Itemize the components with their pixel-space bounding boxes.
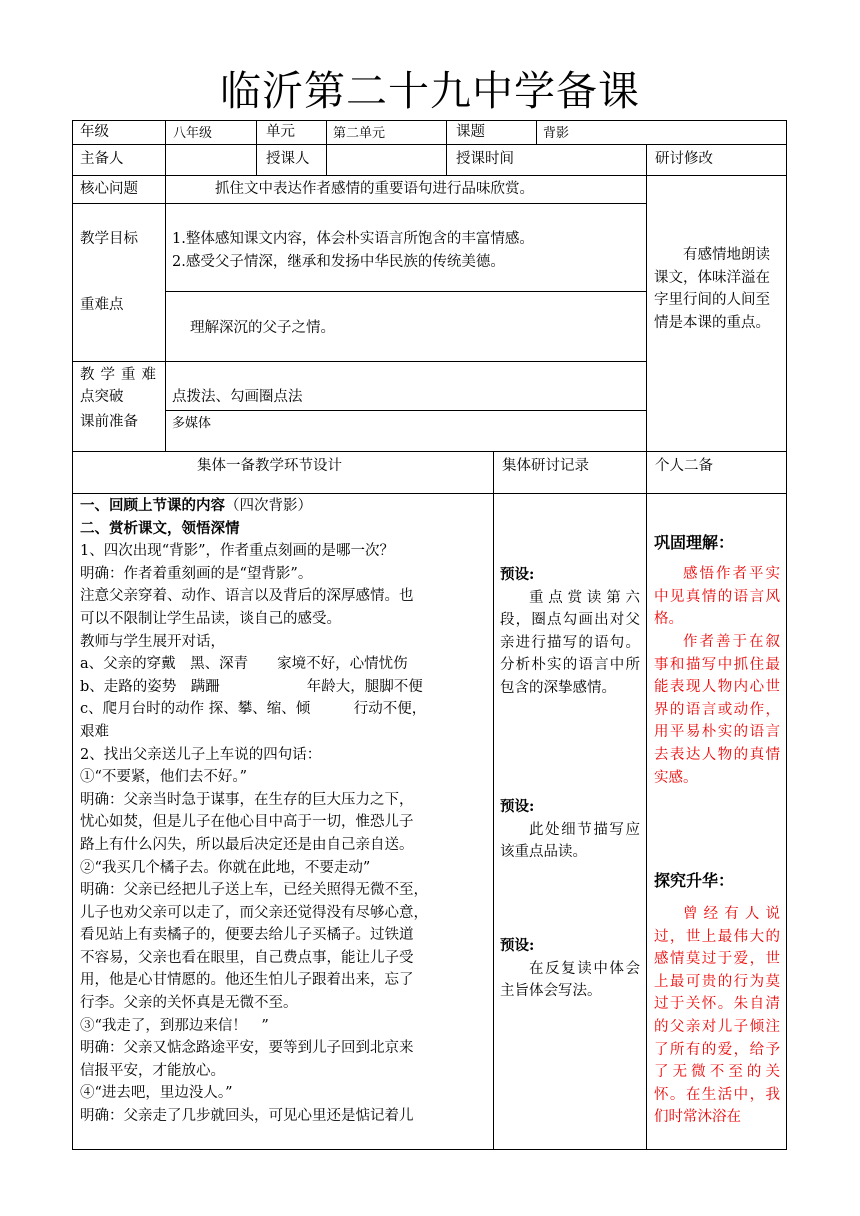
grade-value: 八年级: [173, 126, 213, 141]
goal-item: 2.感受父子情深，继承和发扬中华民族的传统美德。: [172, 254, 505, 270]
teacher-label: 授课人: [266, 151, 310, 167]
design-header: 集体一备教学环节设计: [197, 458, 342, 474]
personal-column: [654, 868, 780, 891]
content-line: 明确：父亲已经把儿子送上车，已经关照得无微不至，: [80, 882, 428, 899]
preparation-value: 多媒体: [172, 416, 212, 431]
record-label: 预设:: [500, 798, 535, 815]
unit-label: 单元: [266, 124, 295, 140]
record-label: 预设:: [500, 937, 535, 954]
record-column: [500, 796, 640, 864]
content-line: 艰难: [80, 723, 109, 740]
record-column: [500, 564, 640, 700]
section-heading: 二、赏析课文，领悟深情: [80, 519, 240, 537]
breakthrough-label-line2: 点突破: [80, 389, 124, 405]
content-line: 1、四次出现“背影”，作者重点刻画的是哪一次？: [80, 543, 395, 560]
content-line: ②“我买几个橘子去。你就在此地，不要走动”: [80, 859, 371, 876]
revise-note: 有感情地朗读课文，体味洋溢在字里行间的人间至情是本课的重点。: [654, 247, 770, 331]
content-line: 看见站上有卖橘子的，便要去给儿子买橘子。过铁道: [80, 927, 414, 944]
record-header: 集体研讨记录: [502, 458, 589, 474]
revise-label: 研讨修改: [655, 151, 713, 167]
content-line: 明确：作者着重刻画的是“望背影”。: [80, 565, 313, 582]
preparer-label: 主备人: [80, 151, 124, 167]
content-line: ③“我走了，到那边来信！ ”: [80, 1017, 269, 1034]
content-line: ④“进去吧，里边没人。”: [80, 1085, 233, 1102]
content-line: 路上有什么闪失，所以最后决定还是由自己亲自送。: [80, 836, 414, 853]
record-text: 此处细节描写应该重点品读。: [500, 821, 640, 861]
grade-label: 年级: [80, 124, 109, 140]
personal-header: 个人二备: [655, 458, 713, 474]
personal-heading: 探究升华：: [654, 871, 735, 890]
core-issue-value: 抓住文中表达作者感情的重要语句进行品味欣赏。: [215, 181, 534, 197]
content-line: 信报平安，才能放心。: [80, 1062, 225, 1079]
record-label: 预设:: [500, 566, 535, 583]
personal-paragraph: 作者善于在叙事和描写中抓住最能表现人物内心世界的语言或动作，用平易朴实的语言去表达人物的真情实感。: [654, 634, 780, 786]
section-heading: 一、回顾上节课的内容: [80, 497, 225, 514]
main-content: [80, 495, 488, 1128]
record-text: 重点赏读第六段，圈点勾画出对父亲进行描写的语句。分析朴实的语言中所包含的深挚感情。: [500, 589, 640, 696]
personal-paragraph: 感悟作者平实中见真情的语言风格。: [654, 566, 780, 628]
record-text: 在反复读中体会主旨体会写法。: [500, 960, 640, 1000]
goal-item: 1.整体感知课文内容，体会朴实语言所饱含的丰富情感。: [172, 231, 534, 247]
core-issue-label: 核心问题: [80, 181, 138, 197]
content-line: c、爬月台时的动作 探、攀、缩、倾 行动不便，: [80, 701, 427, 718]
content-line: 行李。父亲的关怀真是无微不至。: [80, 995, 298, 1012]
content-line: ①“不要紧，他们去不好。”: [80, 769, 248, 786]
content-line: 注意父亲穿着、动作、语言以及背后的深厚感情。也: [80, 588, 414, 605]
difficulty-value: 理解深沉的父子之情。: [190, 320, 335, 336]
record-column: [500, 935, 640, 1003]
personal-column: [654, 530, 780, 553]
content-line: 忧心如焚，但是儿子在他心目中高于一切，惟恐儿子: [80, 814, 414, 831]
class-time-label: 授课时间: [456, 151, 514, 167]
personal-paragraph: 曾经有人说过，世上最伟大的感情莫过于爱，世上最可贵的行为莫过于关怀。朱自清的父亲对儿子倾注了所有的爱，给予了无微不至的关怀。在生活中，我们时常沐浴在: [654, 906, 780, 1126]
goals-label: 教学目标: [80, 231, 138, 247]
breakthrough-value: 点拨法、勾画圈点法: [172, 389, 303, 405]
breakthrough-label: 教学重难: [80, 367, 156, 383]
content-line: 明确：父亲又惦念路途平安，要等到儿子回到北京来: [80, 1040, 414, 1057]
content-line: 用，他是心甘情愿的。他还生怕儿子跟着出来，忘了: [80, 972, 414, 989]
content-line: b、走路的姿势 蹒跚 年龄大，腿脚不便: [80, 678, 423, 695]
content-line: 不容易，父亲也看在眼里，自己费点事，能让儿子受: [80, 949, 414, 966]
page-title: 临沂第二十九中学备课: [220, 67, 640, 115]
content-line: a、父亲的穿戴 黑、深青 家境不好，心情忧伤: [80, 656, 408, 673]
section-heading-note: （四次背影）: [225, 498, 312, 514]
content-line: 教师与学生展开对话，: [80, 633, 225, 650]
content-line: 2、找出父亲送儿子上车说的四句话：: [80, 746, 322, 763]
content-line: 明确：父亲走了几步就回头，可见心里还是惦记着儿: [80, 1108, 414, 1125]
personal-heading: 巩固理解：: [654, 533, 735, 552]
topic-label: 课题: [456, 124, 485, 140]
content-line: 可以不限制让学生品读，谈自己的感受。: [80, 610, 341, 627]
topic-value: 背影: [543, 126, 570, 141]
preparation-label: 课前准备: [80, 414, 138, 430]
content-line: 儿子也劝父亲可以走了，而父亲还觉得没有尽够心意，: [80, 904, 428, 921]
content-line: 明确：父亲当时急于谋事，在生存的巨大压力之下，: [80, 791, 414, 808]
unit-value: 第二单元: [333, 126, 386, 141]
difficulty-label: 重难点: [80, 297, 124, 313]
